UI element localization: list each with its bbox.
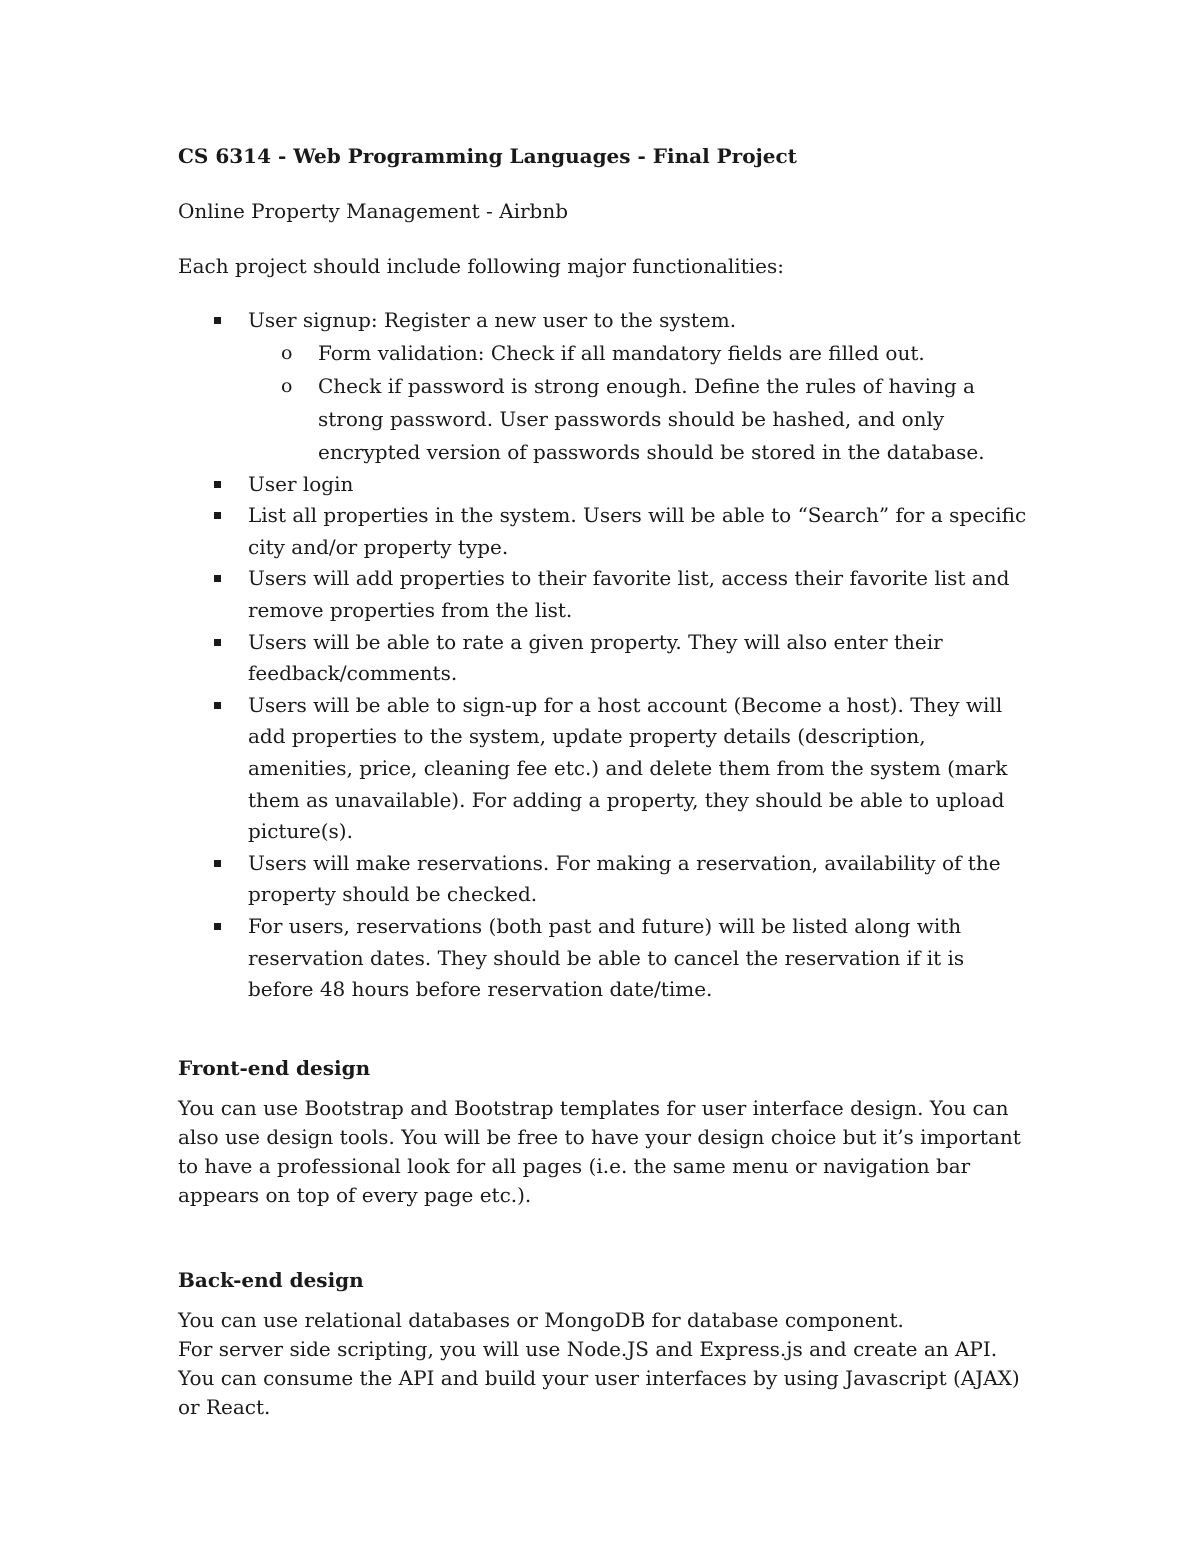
sub-list (248, 337, 1028, 469)
list-item (178, 911, 1028, 1006)
frontend-paragraph: You can use Bootstrap and Bootstrap templates for user interface design. You can also use design tools. You will be free to have your design choice but it’s important to have a professional look for all pages (i.e. the same menu or navigation bar appears on top of every page etc.). (178, 1095, 1021, 1207)
list-item (178, 627, 1028, 690)
list-item-text: List all properties in the system. Users will be able to “Search” for a specific city and/or property type. (248, 503, 1027, 559)
list-item-text: Users will be able to sign-up for a host account (Become a host). They will add properties to the system, update property details (description, amenities, price, cleaning fee etc.) and delete them from the system (mark them as unavailable). For adding a property, they should be able to upload picture(s). (248, 692, 1008, 844)
sub-list-item: o Check if password is strong enough. Define the rules of having a strong password. User passwords should be hashed, and only encrypted version of passwords should be stored in the database. (248, 370, 1028, 469)
document-page (178, 140, 1028, 1422)
list-item-text: Users will make reservations. For making a reservation, availability of the property should be checked. (248, 850, 1001, 907)
list-item (178, 500, 1028, 563)
backend-line: You can consume the API and build your user interfaces by using Javascript (AJAX) or React. (178, 1365, 1020, 1419)
list-item (178, 848, 1028, 911)
list-item-text: Users will be able to rate a given property. They will also enter their feedback/comments. (248, 629, 943, 686)
list-item-text: User signup: Register a new user to the system. (248, 308, 737, 332)
frontend-body (178, 1094, 1028, 1210)
list-item (178, 563, 1028, 626)
backend-heading: Back-end design (178, 1267, 364, 1292)
frontend-heading: Front-end design (178, 1055, 371, 1080)
list-item-text: For users, reservations (both past and future) will be listed along with reservation dates. They should be able to cancel the reservation if it is before 48 hours before reservation date/time. (248, 913, 965, 1002)
list-item (178, 305, 1028, 469)
sub-list-item: o Form validation: Check if all mandatory fields are filled out. (248, 337, 1028, 370)
backend-line: For server side scripting, you will use Node.JS and Express.js and create an API. (178, 1336, 998, 1361)
list-item-text: Users will add properties to their favorite list, access their favorite list and remove properties from the list. (248, 566, 1010, 622)
backend-body (178, 1306, 1028, 1422)
list-item (178, 469, 1028, 501)
document-title: CS 6314 - Web Programming Languages - Final Project (178, 144, 797, 168)
backend-line: You can use relational databases or MongoDB for database component. (178, 1307, 904, 1332)
document-subtitle: Online Property Management - Airbnb (178, 199, 569, 223)
list-item (178, 690, 1028, 848)
intro-text: Each project should include following major functionalities: (178, 254, 784, 278)
requirements-list (178, 305, 1028, 1006)
list-item-text: User login (248, 471, 354, 496)
